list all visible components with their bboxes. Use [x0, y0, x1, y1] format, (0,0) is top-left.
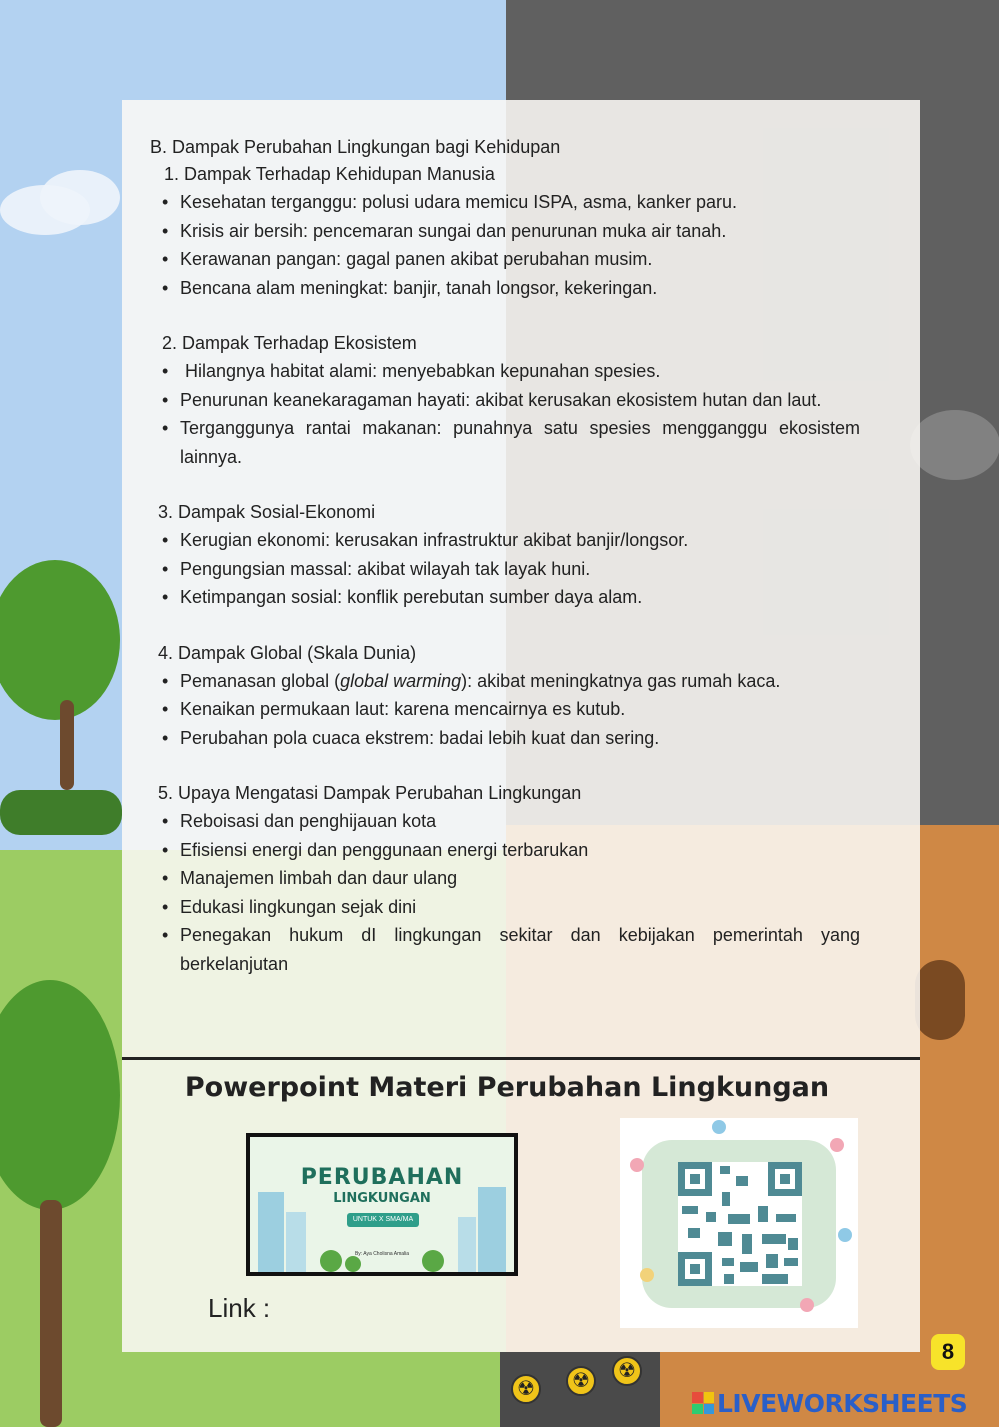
subsection-title: 2. Dampak Terhadap Ekosistem — [162, 333, 417, 353]
list-item: • Kerugian ekonomi: kerusakan infrastruktur akibat banjir/longsor. — [150, 526, 860, 555]
list-item: • Penegakan hukum dI lingkungan sekitar dan kebijakan pemerintah yang berkelanjutan — [150, 921, 860, 978]
subsection-title: 4. Dampak Global (Skala Dunia) — [158, 642, 417, 663]
brand-name: LIVEWORKSHEETS — [717, 1388, 968, 1418]
flower-icon — [630, 1158, 644, 1172]
list-item: • Pengungsian massal: akibat wilayah tak layak huni. — [150, 555, 860, 584]
list-item-text: Pemanasan global (global warming): akibat meningkatnya gas rumah kaca. — [180, 670, 781, 691]
tree-illustration — [345, 1256, 361, 1272]
flower-icon — [712, 1120, 726, 1134]
worksheet-content — [150, 134, 860, 978]
thumbnail-author: By: Aya Cholisna Amalia — [354, 1251, 410, 1257]
building-illustration — [458, 1217, 476, 1272]
smog-cloud-illustration — [910, 410, 999, 480]
list-item: • Kerawanan pangan: gagal panen akibat perubahan musim. — [150, 245, 860, 274]
hedge-illustration — [0, 790, 122, 835]
powerpoint-section-title: Powerpoint Materi Perubahan Lingkungan — [184, 1072, 830, 1103]
cloud-illustration — [40, 170, 120, 225]
list-item: • Krisis air bersih: pencemaran sungai dan penurunan muka air tanah. — [150, 217, 860, 246]
fallen-log-illustration — [915, 960, 965, 1040]
liveworksheets-brand — [692, 1388, 967, 1418]
flower-icon — [838, 1228, 852, 1242]
list-item: • Efisiensi energi dan penggunaan energi terbarukan — [150, 836, 860, 865]
subsection-socio-economic-impact — [150, 498, 860, 612]
list-item: • Kesehatan terganggu: polusi udara memicu ISPA, asma, kanker paru. — [150, 188, 860, 217]
subsection-title: 5. Upaya Mengatasi Dampak Perubahan Lingkungan — [158, 783, 582, 803]
tree-trunk-illustration — [40, 1200, 62, 1427]
divider-line — [122, 1057, 920, 1060]
list-item — [150, 667, 860, 696]
subsection-mitigation — [150, 779, 860, 978]
list-item: • Kenaikan permukaan laut: karena mencairnya es kutub. — [150, 695, 860, 724]
thumbnail-title: PERUBAHAN — [300, 1165, 464, 1190]
list-item: • Penurunan keanekaragaman hayati: akibat kerusakan ekosistem hutan dan laut. — [150, 386, 860, 415]
page-number-badge: 8 — [931, 1334, 965, 1370]
list-item: • Bencana alam meningkat: banjir, tanah longsor, kekeringan. — [150, 274, 860, 303]
list-item: • Reboisasi dan penghijauan kota — [150, 807, 860, 836]
subsection-human-impact — [150, 160, 860, 302]
list-item: • Ketimpangan sosial: konflik perebutan sumber daya alam. — [150, 583, 860, 612]
thumbnail-audience-pill: UNTUK X SMA/MA — [347, 1213, 419, 1227]
list-item: • Manajemen limbah dan daur ulang — [150, 864, 860, 893]
subsection-title: 3. Dampak Sosial-Ekonomi — [158, 502, 376, 522]
subsection-ecosystem-impact — [150, 329, 860, 471]
list-item: • Terganggunya rantai makanan: punahnya satu spesies mengganggu ekosistem lainnya. — [150, 414, 860, 471]
tree-trunk-illustration — [60, 700, 74, 790]
hazard-icon: ☢ — [566, 1366, 596, 1396]
list-item: • Hilangnya habitat alami: menyebabkan kepunahan spesies. — [150, 357, 860, 386]
subsection-title: 1. Dampak Terhadap Kehidupan Manusia — [164, 164, 495, 184]
liveworksheets-logo-icon — [692, 1392, 714, 1414]
link-label: Link : — [208, 1293, 271, 1323]
powerpoint-thumbnail[interactable] — [246, 1133, 518, 1276]
qr-code-card[interactable] — [620, 1118, 858, 1328]
hazard-icon: ☢ — [612, 1356, 642, 1386]
list-item: • Edukasi lingkungan sejak dini — [150, 893, 860, 922]
building-illustration — [286, 1212, 306, 1272]
flower-icon — [800, 1298, 814, 1312]
list-item: • Perubahan pola cuaca ekstrem: badai lebih kuat dan sering. — [150, 724, 860, 753]
hazard-icon: ☢ — [511, 1374, 541, 1404]
flower-icon — [830, 1138, 844, 1152]
flower-icon — [640, 1268, 654, 1282]
qr-code[interactable] — [678, 1162, 802, 1286]
section-heading: B. Dampak Perubahan Lingkungan bagi Kehidupan — [150, 137, 561, 157]
subsection-global-impact — [150, 639, 860, 753]
thumbnail-subtitle: LINGKUNGAN — [333, 1191, 431, 1206]
